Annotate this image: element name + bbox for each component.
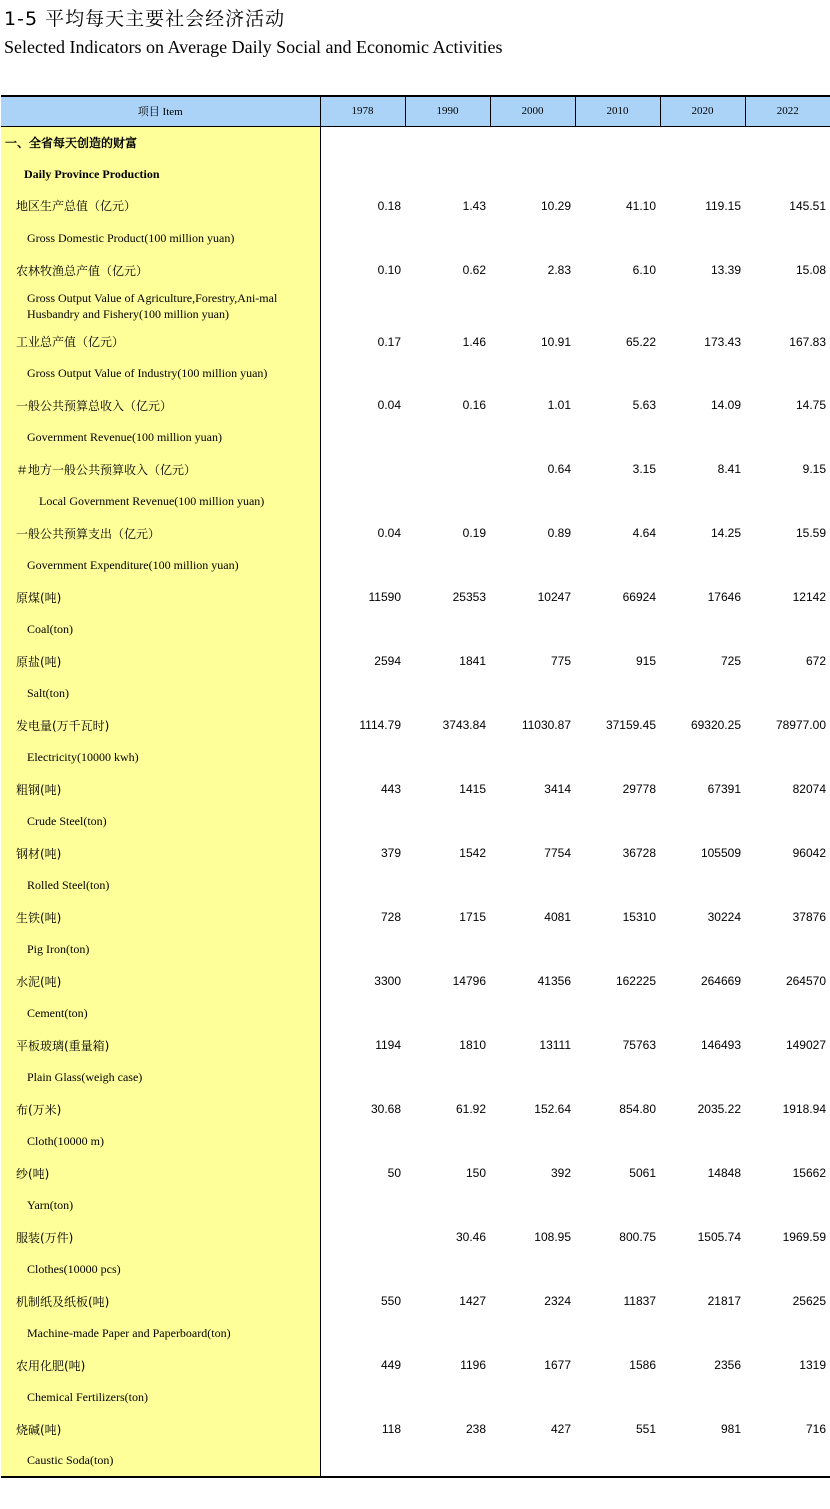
cell-value: 2356 xyxy=(714,1358,741,1372)
cell-value: 1677 xyxy=(544,1358,571,1372)
cell-value: 6.10 xyxy=(632,263,656,277)
table-row xyxy=(1,1093,830,1125)
row-label-en: Electricity(10000 kwh) xyxy=(1,741,320,773)
cell-value: 10247 xyxy=(537,590,571,604)
table-row xyxy=(1,677,830,709)
cell-value: 4.64 xyxy=(632,526,656,540)
cell-value: 146493 xyxy=(700,1038,741,1052)
section-title-en: Daily Province Production xyxy=(1,159,320,189)
table-row xyxy=(1,222,830,254)
cell-value: 36728 xyxy=(622,846,656,860)
table-row xyxy=(1,901,830,933)
cell-value: 14848 xyxy=(707,1166,741,1180)
cell-value: 11837 xyxy=(623,1294,656,1308)
cell-value: 427 xyxy=(550,1422,571,1436)
statistics-table xyxy=(1,95,830,1478)
section-row xyxy=(1,159,830,189)
table-row xyxy=(1,1349,830,1381)
cell-value: 1196 xyxy=(460,1358,486,1372)
cell-value: 13.39 xyxy=(710,263,741,277)
cell-value: 30224 xyxy=(707,910,741,924)
header-year: 1978 xyxy=(320,96,405,126)
table-row xyxy=(1,581,830,613)
cell-value: 0.04 xyxy=(377,526,401,540)
cell-value: 0.10 xyxy=(377,263,401,277)
cell-value: 167.83 xyxy=(789,334,826,349)
section-row xyxy=(1,126,830,159)
cell-value: 50 xyxy=(387,1166,401,1180)
cell-value: 915 xyxy=(635,654,656,668)
cell-value: 1427 xyxy=(459,1294,486,1308)
cell-value: 78977.00 xyxy=(775,718,826,732)
cell-value: 1.01 xyxy=(547,398,571,412)
row-label-en: Salt(ton) xyxy=(1,677,320,709)
table-row xyxy=(1,645,830,677)
cell-value: 3300 xyxy=(374,974,401,988)
cell-value: 2035.22 xyxy=(697,1102,741,1116)
cell-value: 15310 xyxy=(622,910,656,924)
cell-value: 392 xyxy=(550,1166,571,1180)
table-row xyxy=(1,1381,830,1413)
table-row xyxy=(1,1221,830,1253)
cell-value: 775 xyxy=(550,654,571,668)
cell-value: 11030.87 xyxy=(521,718,571,732)
row-label-en: Cement(ton) xyxy=(1,997,320,1029)
table-row xyxy=(1,709,830,741)
page-title-cn: 1-5 平均每天主要社会经济活动 xyxy=(4,8,286,30)
row-label-en: Coal(ton) xyxy=(1,613,320,645)
row-label-cn: 机制纸及纸板(吨) xyxy=(1,1285,320,1317)
cell-value: 21817 xyxy=(707,1294,741,1308)
row-label-en: Government Revenue(100 million yuan) xyxy=(1,421,320,453)
cell-value: 12142 xyxy=(792,590,826,604)
cell-value: 15.08 xyxy=(795,263,826,277)
table-row xyxy=(1,326,830,357)
row-label-cn: 布(万米) xyxy=(1,1093,320,1125)
cell-value: 551 xyxy=(635,1422,656,1436)
cell-value: 0.18 xyxy=(377,198,401,213)
header-item: 项目 Item xyxy=(1,96,320,126)
row-label-cn: 原煤(吨) xyxy=(1,581,320,613)
cell-value: 61.92 xyxy=(455,1102,486,1116)
header-year: 2022 xyxy=(745,96,830,126)
header-year: 2000 xyxy=(490,96,575,126)
cell-value: 238 xyxy=(465,1422,486,1436)
row-label-cn: 粗钢(吨) xyxy=(1,773,320,805)
row-label-en: Rolled Steel(ton) xyxy=(1,869,320,901)
cell-value: 25625 xyxy=(792,1294,826,1308)
table-row xyxy=(1,773,830,805)
cell-value: 17646 xyxy=(707,590,741,604)
cell-value: 96042 xyxy=(792,846,826,860)
cell-value: 14.25 xyxy=(710,526,741,540)
cell-value: 108.95 xyxy=(534,1230,571,1244)
row-label-cn: 烧碱(吨) xyxy=(1,1413,320,1445)
table-row xyxy=(1,485,830,517)
row-label-en: Pig Iron(ton) xyxy=(1,933,320,965)
cell-value: 1114.79 xyxy=(359,718,401,732)
cell-value: 1542 xyxy=(459,846,486,860)
cell-value: 9.15 xyxy=(802,462,826,476)
row-label-cn: 生铁(吨) xyxy=(1,901,320,933)
cell-value: 800.75 xyxy=(619,1230,656,1244)
section-title-cn: 一、全省每天创造的财富 xyxy=(1,126,320,159)
row-label-en xyxy=(1,286,320,326)
table-row xyxy=(1,1125,830,1157)
table-row xyxy=(1,613,830,645)
cell-value: 3743.84 xyxy=(442,718,486,732)
row-label-cn: 农用化肥(吨) xyxy=(1,1349,320,1381)
cell-value: 25353 xyxy=(452,590,486,604)
cell-value: 173.43 xyxy=(704,334,741,349)
table-row xyxy=(1,965,830,997)
table-row xyxy=(1,997,830,1029)
cell-value: 66924 xyxy=(622,590,656,604)
table-row xyxy=(1,286,830,326)
table-row xyxy=(1,549,830,581)
cell-value: 1194 xyxy=(375,1038,401,1052)
cell-value: 41356 xyxy=(537,974,571,988)
row-label-cn: 钢材(吨) xyxy=(1,837,320,869)
cell-value: 82074 xyxy=(792,782,826,796)
cell-value: 29778 xyxy=(622,782,656,796)
row-label-en: Caustic Soda(ton) xyxy=(1,1445,320,1477)
cell-value: 41.10 xyxy=(625,198,656,213)
table-row xyxy=(1,837,830,869)
table-row xyxy=(1,254,830,286)
row-label-en: Chemical Fertilizers(ton) xyxy=(1,1381,320,1413)
row-label-cn: 工业总产值（亿元） xyxy=(1,326,320,357)
cell-value: 1715 xyxy=(459,910,486,924)
row-label-cn: 一般公共预算总收入（亿元） xyxy=(1,389,320,421)
cell-value: 0.19 xyxy=(462,526,486,540)
table-row xyxy=(1,357,830,389)
cell-value: 67391 xyxy=(707,782,741,796)
cell-value: 0.62 xyxy=(462,263,486,277)
cell-value: 150 xyxy=(465,1166,486,1180)
cell-value: 14.75 xyxy=(795,398,826,412)
cell-value: 1415 xyxy=(459,782,486,796)
cell-value: 30.68 xyxy=(370,1102,401,1116)
table-row xyxy=(1,517,830,549)
cell-value: 119.15 xyxy=(705,198,741,213)
cell-value: 443 xyxy=(380,782,401,796)
row-label-en: Gross Output Value of Industry(100 million yuan) xyxy=(1,357,320,389)
cell-value: 37159.45 xyxy=(605,718,656,732)
cell-value: 728 xyxy=(380,910,401,924)
row-label-en: Government Expenditure(100 million yuan) xyxy=(1,549,320,581)
row-label-cn: 农林牧渔总产值（亿元） xyxy=(1,254,320,286)
cell-value: 2594 xyxy=(374,654,401,668)
cell-value: 5.63 xyxy=(632,398,656,412)
cell-value: 0.89 xyxy=(547,526,571,540)
table-row xyxy=(1,1157,830,1189)
cell-value: 2324 xyxy=(544,1294,571,1308)
cell-value: 13111 xyxy=(539,1038,571,1052)
cell-value: 69320.25 xyxy=(690,718,741,732)
table-row xyxy=(1,933,830,965)
cell-value: 725 xyxy=(720,654,741,668)
cell-value: 1586 xyxy=(629,1358,656,1372)
row-label-en: Yarn(ton) xyxy=(1,1189,320,1221)
row-label-cn: 发电量(万千瓦时) xyxy=(1,709,320,741)
cell-value: 1319 xyxy=(799,1358,826,1372)
table-row xyxy=(1,1317,830,1349)
cell-value: 11590 xyxy=(368,590,401,604)
row-label-cn: 一般公共预算支出（亿元） xyxy=(1,517,320,549)
cell-value: 145.51 xyxy=(789,198,826,213)
row-label-en: Machine-made Paper and Paperboard(ton) xyxy=(1,1317,320,1349)
header-year: 2020 xyxy=(660,96,745,126)
cell-value: 30.46 xyxy=(455,1230,486,1244)
table-row xyxy=(1,1413,830,1445)
row-label-cn: 纱(吨) xyxy=(1,1157,320,1189)
cell-value: 981 xyxy=(720,1422,741,1436)
row-label-en: Local Government Revenue(100 million yuan) xyxy=(1,485,320,517)
cell-value: 0.16 xyxy=(462,398,486,412)
table-row xyxy=(1,805,830,837)
cell-value: 10.91 xyxy=(540,334,571,349)
cell-value: 264570 xyxy=(785,974,826,988)
row-label-en: Crude Steel(ton) xyxy=(1,805,320,837)
table-row xyxy=(1,453,830,485)
cell-value: 65.22 xyxy=(625,334,656,349)
cell-value: 379 xyxy=(380,846,401,860)
cell-value: 1810 xyxy=(459,1038,486,1052)
cell-value: 449 xyxy=(380,1358,401,1372)
cell-value xyxy=(320,1221,405,1253)
table-row xyxy=(1,1445,830,1477)
row-label-en: Plain Glass(weigh case) xyxy=(1,1061,320,1093)
table-row xyxy=(1,1253,830,1285)
cell-value: 3.15 xyxy=(632,462,656,476)
cell-value: 264669 xyxy=(700,974,741,988)
cell-value: 14.09 xyxy=(710,398,741,412)
cell-value: 14796 xyxy=(452,974,486,988)
row-label-cn: 水泥(吨) xyxy=(1,965,320,997)
cell-value: 0.04 xyxy=(377,398,401,412)
cell-value: 10.29 xyxy=(540,198,571,213)
table-row xyxy=(1,1189,830,1221)
cell-value: 149027 xyxy=(785,1038,826,1052)
cell-value: 8.41 xyxy=(717,462,741,476)
cell-value: 0.64 xyxy=(547,462,571,476)
cell-value: 1969.59 xyxy=(782,1230,826,1244)
cell-value: 118 xyxy=(381,1422,401,1436)
row-label-cn: 平板玻璃(重量箱) xyxy=(1,1029,320,1061)
row-label-en: Gross Domestic Product(100 million yuan) xyxy=(1,222,320,254)
header-year: 2010 xyxy=(575,96,660,126)
row-label-cn: 原盐(吨) xyxy=(1,645,320,677)
cell-value: 2.83 xyxy=(547,263,571,277)
header-year: 1990 xyxy=(405,96,490,126)
cell-value: 37876 xyxy=(792,910,826,924)
cell-value: 1841 xyxy=(459,654,486,668)
page-title-en: Selected Indicators on Average Daily Social and Economic Activities xyxy=(4,37,503,57)
table-body xyxy=(1,126,830,1477)
cell-value: 0.17 xyxy=(377,334,401,349)
cell-value: 1505.74 xyxy=(697,1230,741,1244)
table-row xyxy=(1,389,830,421)
cell-value: 5061 xyxy=(629,1166,656,1180)
table-row xyxy=(1,421,830,453)
row-label-cn: 服装(万件) xyxy=(1,1221,320,1253)
cell-value: 15662 xyxy=(792,1166,826,1180)
cell-value: 1.46 xyxy=(462,334,486,349)
cell-value: 7754 xyxy=(544,846,571,860)
table-header-row xyxy=(1,96,830,126)
row-label-en-text: Gross Output Value of Agriculture,Forestry,Ani-mal Husbandry and Fishery(100 million yuan) xyxy=(27,291,278,321)
cell-value: 1.43 xyxy=(462,198,486,213)
row-label-en: Cloth(10000 m) xyxy=(1,1125,320,1157)
cell-value: 3414 xyxy=(544,782,571,796)
row-label-cn: ＃地方一般公共预算收入（亿元） xyxy=(1,453,320,485)
cell-value: 1918.94 xyxy=(782,1102,826,1116)
cell-value: 672 xyxy=(805,654,826,668)
row-label-cn: 地区生产总值（亿元） xyxy=(1,189,320,222)
cell-value: 105509 xyxy=(700,846,741,860)
table-row xyxy=(1,1029,830,1061)
cell-value: 4081 xyxy=(544,910,571,924)
cell-value xyxy=(405,453,490,485)
table-row xyxy=(1,869,830,901)
cell-value xyxy=(320,453,405,485)
cell-value: 854.80 xyxy=(619,1102,656,1116)
cell-value: 162225 xyxy=(615,974,656,988)
cell-value: 152.64 xyxy=(534,1102,571,1116)
table-row xyxy=(1,1061,830,1093)
table-row xyxy=(1,1285,830,1317)
cell-value: 550 xyxy=(380,1294,401,1308)
cell-value: 75763 xyxy=(622,1038,656,1052)
row-label-en: Clothes(10000 pcs) xyxy=(1,1253,320,1285)
table-row xyxy=(1,741,830,773)
cell-value: 15.59 xyxy=(795,526,826,540)
table-row xyxy=(1,189,830,222)
cell-value: 716 xyxy=(805,1422,826,1436)
